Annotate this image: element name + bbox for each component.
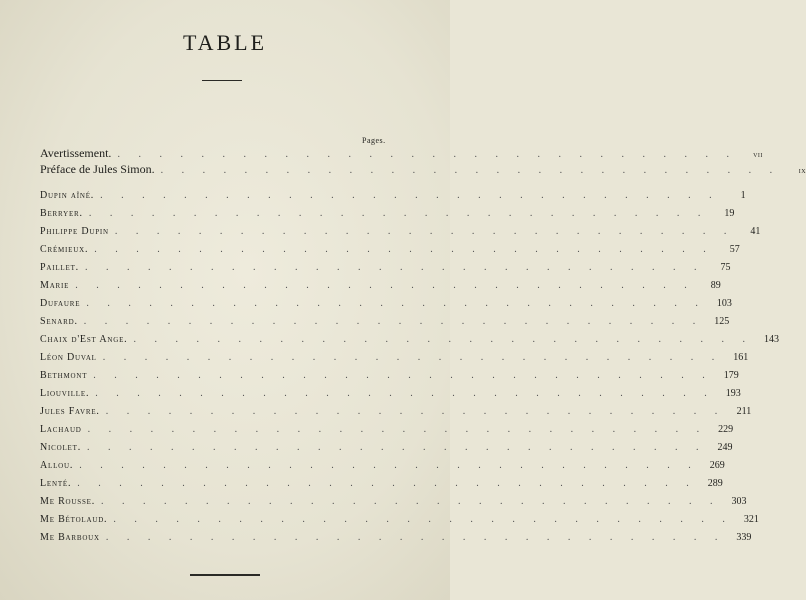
toc-entry [40,460,725,476]
toc-entry-page: 193 [725,388,741,399]
pages-column-label: Pages. [362,136,386,145]
toc-entry-page: 339 [736,532,752,543]
leader-dots: . . . . . . . . . . . . . . . . . . . . . . . . . . . . . . [105,532,726,543]
leader-dots: . . . . . . . . . . . . . . . . . . . . . . . . . . . . . . [79,460,699,471]
toc-entry-page: 103 [716,298,732,309]
toc-entry [40,244,740,260]
toc-entry-page: 269 [709,460,725,471]
toc-entry-page: 143 [763,334,779,345]
toc-entry-page: 249 [717,442,733,453]
leader-dots: . . . . . . . . . . . . . . . . . . . . . . . . . . . . . . [83,316,704,327]
toc-entry-page: 179 [723,370,739,381]
leader-dots: . . . . . . . . . . . . . . . . . . . . . . . . . . . . . . [95,388,715,399]
toc-entry-label: Dupin aîné. [40,190,95,201]
leader-dots: . . . . . . . . . . . . . . . . . . . . . . . . . . . . . . [160,165,781,176]
toc-entry-preface [40,162,806,178]
toc-entry-label: Liouville. [40,388,90,399]
bottom-rule [190,574,260,576]
toc-entry-page: 321 [743,514,759,525]
toc-entry-page: 161 [733,352,749,363]
toc-entry [40,298,732,314]
toc-entry-label: Paillet. [40,262,79,273]
toc-entry-label: Berryer. [40,208,83,219]
toc-entry-label: Dufaure [40,298,81,309]
toc-entry-page: 75 [720,262,731,273]
toc-entry-page: 89 [710,280,721,291]
leader-dots: . . . . . . . . . . . . . . . . . . . . . . . . . . . . . . [94,244,714,255]
toc-entry-label: Marie [40,280,70,291]
leader-dots: . . . . . . . . . . . . . . . . . . . . . . . . . . . . . . [133,334,753,345]
leader-dots: . . . . . . . . . . . . . . . . . . . . . . . . . . . . . . [105,406,726,417]
title-rule [202,80,242,81]
leader-dots: . . . . . . . . . . . . . . . . . . . . . . . . . . . . . . [100,190,720,201]
leader-dots: . . . . . . . . . . . . . . . . . . . . . . . . . . . . . . [84,262,705,273]
toc-entry-label: Lenté. [40,478,72,489]
leader-dots: . . . . . . . . . . . . . . . . . . . . . . . . . . . . . . [88,208,709,219]
toc-entry [40,190,746,206]
toc-entry-label: Préface de Jules Simon. [40,162,155,176]
toc-entry [40,334,779,350]
page-title: TABLE [182,30,268,55]
toc-entry-page: 303 [731,496,747,507]
toc-entry-label: Jules Favre. [40,406,100,417]
leader-dots: . . . . . . . . . . . . . . . . . . . . . . . . . . . . . . [86,298,706,309]
leader-dots: . . . . . . . . . . . . . . . . . . . . . . . . . . . . . . [101,496,721,507]
toc-entry-label: Me Rousse. [40,496,96,507]
toc-entry [40,280,721,296]
toc-entry-page: 41 [750,226,761,237]
toc-entry-label: Lachaud [40,424,82,435]
toc-entry-page: 57 [729,244,740,255]
toc-entry-avertissement [40,146,763,162]
leader-dots: . . . . . . . . . . . . . . . . . . . . . . . . . . . . . . [77,478,697,489]
toc-entry-label: Senard. [40,316,78,327]
toc-entry [40,424,734,440]
toc-entry-page: vii [753,149,763,159]
toc-entry [40,478,723,494]
toc-entry [40,262,731,278]
toc-entry-page: 229 [718,424,734,435]
toc-entry [40,442,733,458]
toc-entry-page: ix [798,165,806,175]
toc-entry-label: Avertissement. [40,146,112,160]
toc-entry-page: 211 [736,406,752,417]
leader-dots: . . . . . . . . . . . . . . . . . . . . . . . . . . . . . . [117,149,737,160]
toc-entry-label: Allou. [40,460,74,471]
toc-entry [40,496,747,512]
leader-dots: . . . . . . . . . . . . . . . . . . . . . . . . . . . . . . [87,424,708,435]
toc-entry [40,388,741,404]
toc-entry-label: Me Barboux [40,532,100,543]
toc-entry-page: 125 [714,316,730,327]
toc-entry-page: 289 [707,478,723,489]
toc-entry [40,316,730,332]
toc-entry [40,226,761,242]
leader-dots: . . . . . . . . . . . . . . . . . . . . . . . . . . . . . . [87,442,707,453]
leader-dots: . . . . . . . . . . . . . . . . . . . . . . . . . . . . . . [114,226,735,237]
toc-entry [40,514,759,530]
toc-entry [40,352,749,368]
toc-entry-label: Me Bétolaud. [40,514,108,525]
leader-dots: . . . . . . . . . . . . . . . . . . . . . . . . . . . . . . [113,514,733,525]
toc-entry-label: Crémieux. [40,244,89,255]
toc-entry-label: Léon Duval [40,352,97,363]
leader-dots: . . . . . . . . . . . . . . . . . . . . . . . . . . . . . . [75,280,695,291]
toc-entry-page: 19 [724,208,735,219]
toc-entry [40,406,752,422]
toc-entry [40,208,735,224]
toc-entry-page: 1 [740,190,746,201]
toc-entry-label: Bethmont [40,370,88,381]
toc-entry-label: Nicolet. [40,442,82,453]
leader-dots: . . . . . . . . . . . . . . . . . . . . . . . . . . . . . . [93,370,713,381]
toc-entry [40,532,752,548]
leader-dots: . . . . . . . . . . . . . . . . . . . . . . . . . . . . . . [102,352,723,363]
toc-entry [40,370,739,386]
toc-entry-label: Philippe Dupin [40,226,109,237]
toc-entry-label: Chaix d'Est Ange. [40,334,128,345]
